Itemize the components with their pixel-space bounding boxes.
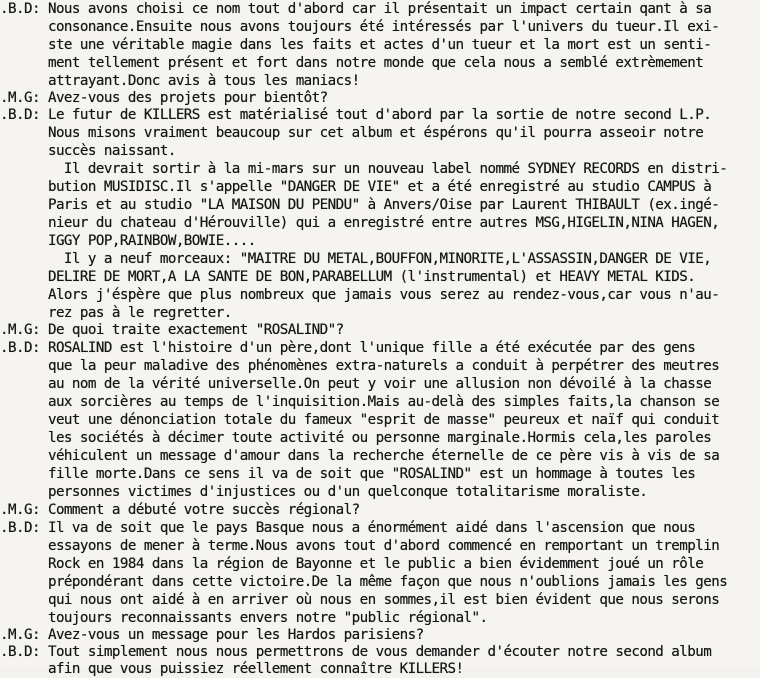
text-line: nieur du chateau d'Hérouville) qui a enregistré entre autres MSG,HIGELIN,NINA HAGEN,: [0, 215, 720, 231]
text-line: qui nous ont aidé à en arriver où nous en sommes,il est bien évident que nous serons: [0, 592, 720, 608]
text-line: veut une dénonciation totale du fameux "esprit de masse" peureux et naïf qui conduit: [0, 412, 720, 428]
text-line: bution MUSIDISC.Il s'appelle "DANGER DE VIE" et a été enregistré au studio CAMPUS à: [0, 179, 712, 195]
text-line: Il y a neuf morceaux: "MAITRE DU METAL,BOUFFON,MINORITE,L'ASSASSIN,DANGER DE VIE,: [0, 251, 712, 267]
text-line: ment tellement présent et fort dans notre monde que cela nous a semblé extrèmement: [0, 55, 704, 71]
text-line: IGGY POP,RAINBOW,BOWIE....: [0, 233, 256, 249]
text-line: afin que vous puissiez réellement connaître KILLERS!: [0, 661, 464, 677]
text-line: .M.G: Comment a débuté votre succès régional?: [0, 502, 360, 518]
text-line: consonance.Ensuite nous avons toujours été intéressés par l'univers du tueur.Il exi-: [0, 19, 720, 35]
text-line: personnes victimes d'injustices ou d'un quelconque totalitarisme moraliste.: [0, 484, 648, 500]
text-line: aux sorcières au temps de l'inquisition.Mais au-delà des simples faits,la chanson se: [0, 394, 720, 410]
text-line: succès naissant.: [0, 143, 176, 159]
text-line: les sociétés à décimer toute activité ou personne marginale.Hormis cela,les paroles: [0, 430, 712, 446]
text-line: attrayant.Donc avis à tous les maniacs!: [0, 73, 360, 89]
text-line: au nom de la vérité universelle.On peut y voir une allusion non dévoilé à la chasse: [0, 376, 712, 392]
text-line: Nous misons vraiment beaucoup sur cet album et éspérons qu'il pourra asseoir notre: [0, 125, 704, 141]
text-line: Paris et au studio "LA MAISON DU PENDU" à Anvers/Oise par Laurent THIBAULT (ex.ingé-: [0, 197, 720, 213]
text-line: véhiculent un message d'amour dans la recherche éternelle de ce père vis à vis de sa: [0, 448, 720, 464]
text-line: Alors j'éspère que plus nombreux que jamais vous serez au rendez-vous,car vous n'au-: [0, 287, 720, 303]
text-line: rez pas à le regretter.: [0, 305, 232, 321]
text-line: .B.D: Tout simplement nous nous permettrons de vous demander d'écouter notre second album: [0, 644, 712, 660]
text-line: .B.D: Nous avons choisi ce nom tout d'abord car il présentait un impact certain qant à sa: [0, 1, 712, 17]
text-line: DELIRE DE MORT,A LA SANTE DE BON,PARABELLUM (l'instrumental) et HEAVY METAL KIDS.: [0, 269, 696, 285]
text-line: Rock en 1984 dans la région de Bayonne et le public a bien évidemment joué un rôle: [0, 556, 704, 572]
text-line: toujours reconnaissants envers notre "public régional".: [0, 610, 488, 626]
text-line: .M.G: Avez-vous des projets pour bientôt?: [0, 90, 328, 106]
text-line: .M.G: Avez-vous un message pour les Hardos parisiens?: [0, 627, 424, 643]
text-line: .B.D: Il va de soit que le pays Basque nous a énormément aidé dans l'ascension que nous: [0, 520, 696, 536]
text-line: fille morte.Dans ce sens il va de soit que "ROSALIND" est un hommage à toutes les: [0, 466, 696, 482]
text-line: .M.G: De quoi traite exactement "ROSALIND"?: [0, 322, 344, 338]
text-line: que la peur maladive des phénomènes extra-naturels a conduit à perpétrer des meutres: [0, 358, 720, 374]
text-line: .B.D: Le futur de KILLERS est matérialisé tout d'abord par la sortie de notre second L.P.: [0, 107, 712, 123]
text-line: prépondérant dans cette victoire.De la même façon que nous n'oublions jamais les gens: [0, 574, 728, 590]
text-line: Il devrait sortir à la mi-mars sur un nouveau label nommé SYDNEY RECORDS en distri-: [0, 161, 728, 177]
text-line: .B.D: ROSALIND est l'histoire d'un père,dont l'unique fille a été exécutée par des gens: [0, 340, 696, 356]
text-line: ste une véritable magie dans les faits et actes d'un tueur et la mort est un senti-: [0, 37, 712, 53]
text-line: essayons de mener à terme.Nous avons tout d'abord commencé en remportant un tremplin: [0, 538, 720, 554]
